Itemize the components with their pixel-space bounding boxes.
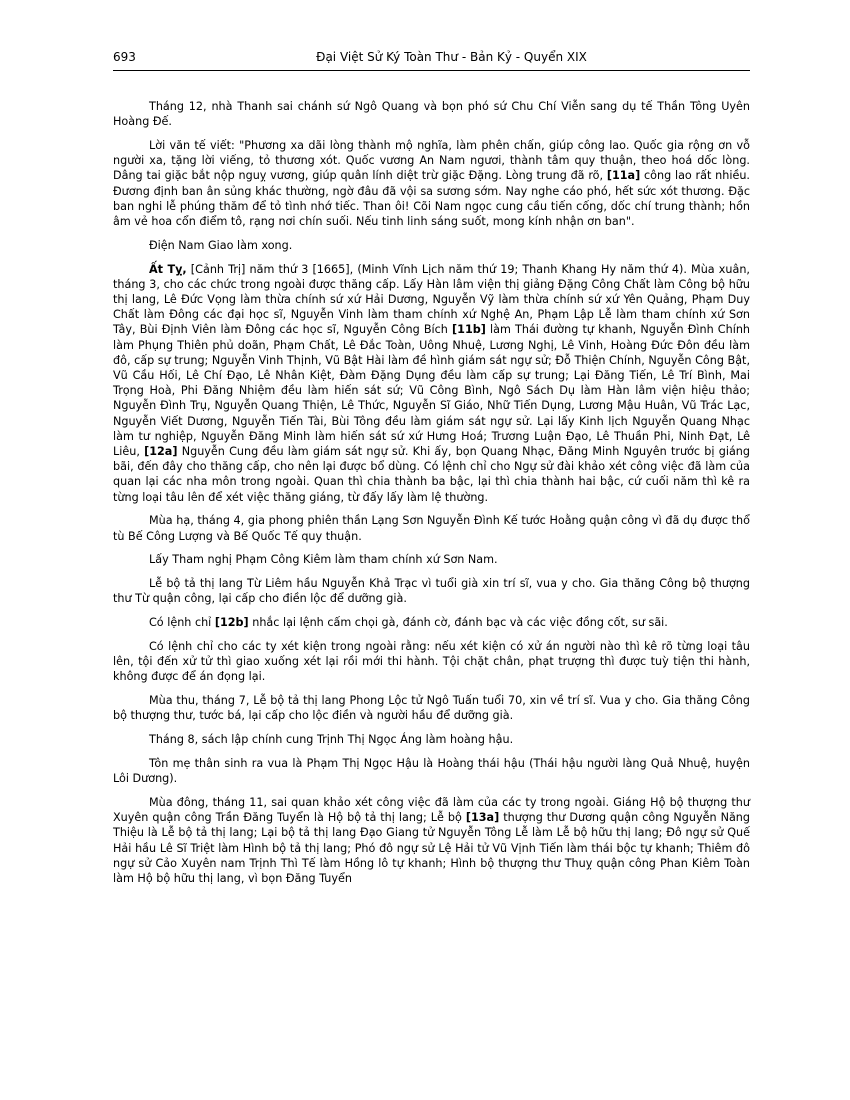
folio-reference: [12b] <box>214 616 249 630</box>
paragraph: Lễ bộ tả thị lang Từ Liêm hầu Nguyễn Khả Trạc vì tuổi già xin trí sĩ, vua y cho. Gia thăng Công bộ thượng thư Từ quận công, lại cấp cho điền lộc để dưỡng già. <box>113 577 750 606</box>
paragraph: Có lệnh chỉ cho các ty xét kiện trong ngoài rằng: nếu xét kiện có xử án người nào thì kê rõ từng loại tâu lên, tội đến xử tử thì giao xuống xét lại rồi mới thi hành. Tội chặt chân, phạt trượng thì được tuỳ tiện thi hành, không được để án đọng lại. <box>113 640 750 684</box>
paragraph: Tháng 8, sách lập chính cung Trịnh Thị Ngọc Áng làm hoàng hậu. <box>149 733 514 747</box>
paragraph: Mùa thu, tháng 7, Lễ bộ tả thị lang Phong Lộc tử Ngô Tuấn tuổi 70, xin về trí sĩ. Vua y cho. Gia thăng Công bộ thượng thư, tước bá, lại cấp cho lộc điền và người hầu để dưỡng già. <box>113 694 750 723</box>
paragraph: Điện Nam Giao làm xong. <box>149 238 293 252</box>
page-header <box>113 50 750 70</box>
folio-reference: [12a] <box>144 445 178 459</box>
paragraph: Tháng 12, nhà Thanh sai chánh sứ Ngô Quang và bọn phó sứ Chu Chí Viễn sang dụ tế Thần Tông Uyên Hoàng Đế. <box>113 100 750 129</box>
body-text <box>113 99 750 895</box>
paragraph: Tôn mẹ thân sinh ra vua là Phạm Thị Ngọc Hậu là Hoàng thái hậu (Thái hậu người làng Quả Nhuệ, huyện Lôi Dương). <box>113 757 750 786</box>
paragraph: Mùa đông, tháng 11, sai quan khảo xét công việc đã làm của các ty trong ngoài. Giáng Hộ bộ thượng thư Xuyên quận công Trần Đăng Tuyển là Hộ bộ tả thị lang; Lễ bộ [13a] thượng thư Dương quận công Nguyễn Năng Thiệu là Lễ bộ tả thị lang; Lại bộ tả thị lang Đạo Giang tử Nguyễn Tông Lễ làm Lễ bộ hữu thị lang; Đô ngự sử Quế Hải hầu Lê Sĩ Triệt làm Hình bộ tả thị lang; Phó đô ngự sử Lệ Hải tử Vũ Vịnh Tiến làm thái bộc tự khanh; Thiêm đô ngự sử Cảo Xuyên nam Trịnh Thì Tế làm Hồng lô tự khanh; Hình bộ thượng thư Thuỵ quận công Phan Kiêm Toàn làm Hộ bộ hữu thị lang, vì bọn Đăng Tuyển <box>113 796 750 886</box>
folio-reference: [13a] <box>465 811 500 825</box>
paragraph: Lời văn tế viết: "Phương xa dãi lòng thành mộ nghĩa, làm phên chấn, giúp công lao. Quốc gia rộng ơn vỗ người xa, tặng lời viếng, tỏ thương xót. Quốc vương An Nam ngươi, thành tâm quy thuận, theo hoá dốc lòng. Dâng tai giặc bắt nộp nguỵ vương, giúp quân lính diệt trừ giặc Đặng. Lòng trung đã rõ, [11a] công lao rất nhiều. Đương định ban ân sủng khác thường, ngờ đâu đã vội sa sương sớm. Nay nghe cáo phó, hết sức xót thương. Đặc ban nghi lễ phúng thăm để tỏ tình nhớ tiếc. Than ôi! Cõi Nam ngọc cung cầu tiến cống, dốc chí trung thành; hồn âm vẻ hoa cổn điểm tô, rạng nơi chín suối. Nếu tinh linh sáng suốt, mong kính nhận ơn ban". <box>113 139 750 229</box>
page-number: 693 <box>113 50 136 64</box>
paragraph: Có lệnh chỉ [12b] nhắc lại lệnh cấm chọi gà, đánh cờ, đánh bạc và các việc đồng cốt, sư sãi. <box>149 616 668 630</box>
folio-reference: [11b] <box>452 323 486 337</box>
header-rule <box>113 70 750 71</box>
year-heading: Ất Tỵ, <box>149 262 187 276</box>
running-title: Đại Việt Sử Ký Toàn Thư - Bản Kỷ - Quyển XIX <box>316 50 587 64</box>
folio-reference: [11a] <box>606 169 641 183</box>
paragraph: Mùa hạ, tháng 4, gia phong phiên thần Lạng Sơn Nguyễn Đình Kế tước Hoằng quận công vì đã dụ được thổ tù Bế Công Lượng và Bế Quốc Tế quy thuận. <box>113 514 750 543</box>
paragraph: Lấy Tham nghị Phạm Công Kiêm làm tham chính xứ Sơn Nam. <box>149 553 498 567</box>
paragraph: Ất Tỵ, [Cảnh Trị] năm thứ 3 [1665], (Minh Vĩnh Lịch năm thứ 19; Thanh Khang Hy năm thứ 4). Mùa xuân, tháng 3, cho các chức trong ngoài được thăng cấp. Lấy Hàn lâm viện thị giảng Đặng Công Chất làm Công bộ hữu thị lang, Lê Đức Vọng làm thừa chính sứ xứ Hải Dương, Nguyễn Vỹ làm thừa chính sứ xứ Yên Quảng, Phạm Duy Chất làm Đông các đại học sĩ, Nguyễn Vinh làm tham chính xứ Nghệ An, Phạm Lập Lễ làm tham chính xứ Sơn Tây, Bùi Định Viên làm Đông các học sĩ, Nguyễn Công Bích [11b] làm Thái đường tự khanh, Nguyễn Đình Chính làm Phụng Thiên phủ doãn, Phạm Chất, Lê Đắc Toàn, Uông Nhuệ, Lương Nghị, Lê Vinh, Hoàng Đức Đôn đều làm đô, cấp sự trung; Nguyễn Vinh Thịnh, Vũ Bật Hài làm đề hình giám sát ngự sử; Đỗ Thiện Chính, Nguyễn Công Bật, Vũ Cầu Hối, Lê Chí Đạo, Lê Nhân Kiệt, Đàm Đặng Dụng đều làm cấp sự trung; Lại Đăng Tiến, Lê Trí Bình, Mai Trọng Hoà, Phi Đăng Nhiệm đều làm hiến sát sứ; Vũ Công Bình, Ngô Sách Dụ làm Hàn lâm viện hiệu thảo; Nguyễn Đình Trụ, Nguyễn Quang Thiện, Lê Thức, Nguyễn Sĩ Giáo, Nhữ Tiến Dụng, Lương Mậu Huân, Vũ Trác Lạc, Nguyễn Viết Dương, Nguyễn Tiến Tài, Bùi Tông đều làm giám sát ngự sử. Lại lấy Kinh lịch Nguyễn Quang Nhạc làm tư nghiệp, Nguyễn Đăng Minh làm hiến sát sứ xứ Hưng Hoá; Trương Luận Đạo, Lê Thuần Phi, Ninh Đạt, Lê Liêu, [12a] Nguyễn Cung đều làm giám sát ngự sử. Khi ấy, bọn Quang Nhạc, Đăng Minh Nguyên trước bị giáng bãi, đến đây cho thăng cấp, cho nên lại được bổ dùng. Có lệnh chỉ cho Ngự sử đài khảo xét công việc đã làm của quan lại các nha môn trong ngoài. Quan thì chia thành ba bậc, lại thì chia thành hai bậc, cứ cuối năm thì kê ra từng loại tâu lên để xét việc thăng giáng, từ đấy lấy làm lệ thường. <box>113 262 751 504</box>
